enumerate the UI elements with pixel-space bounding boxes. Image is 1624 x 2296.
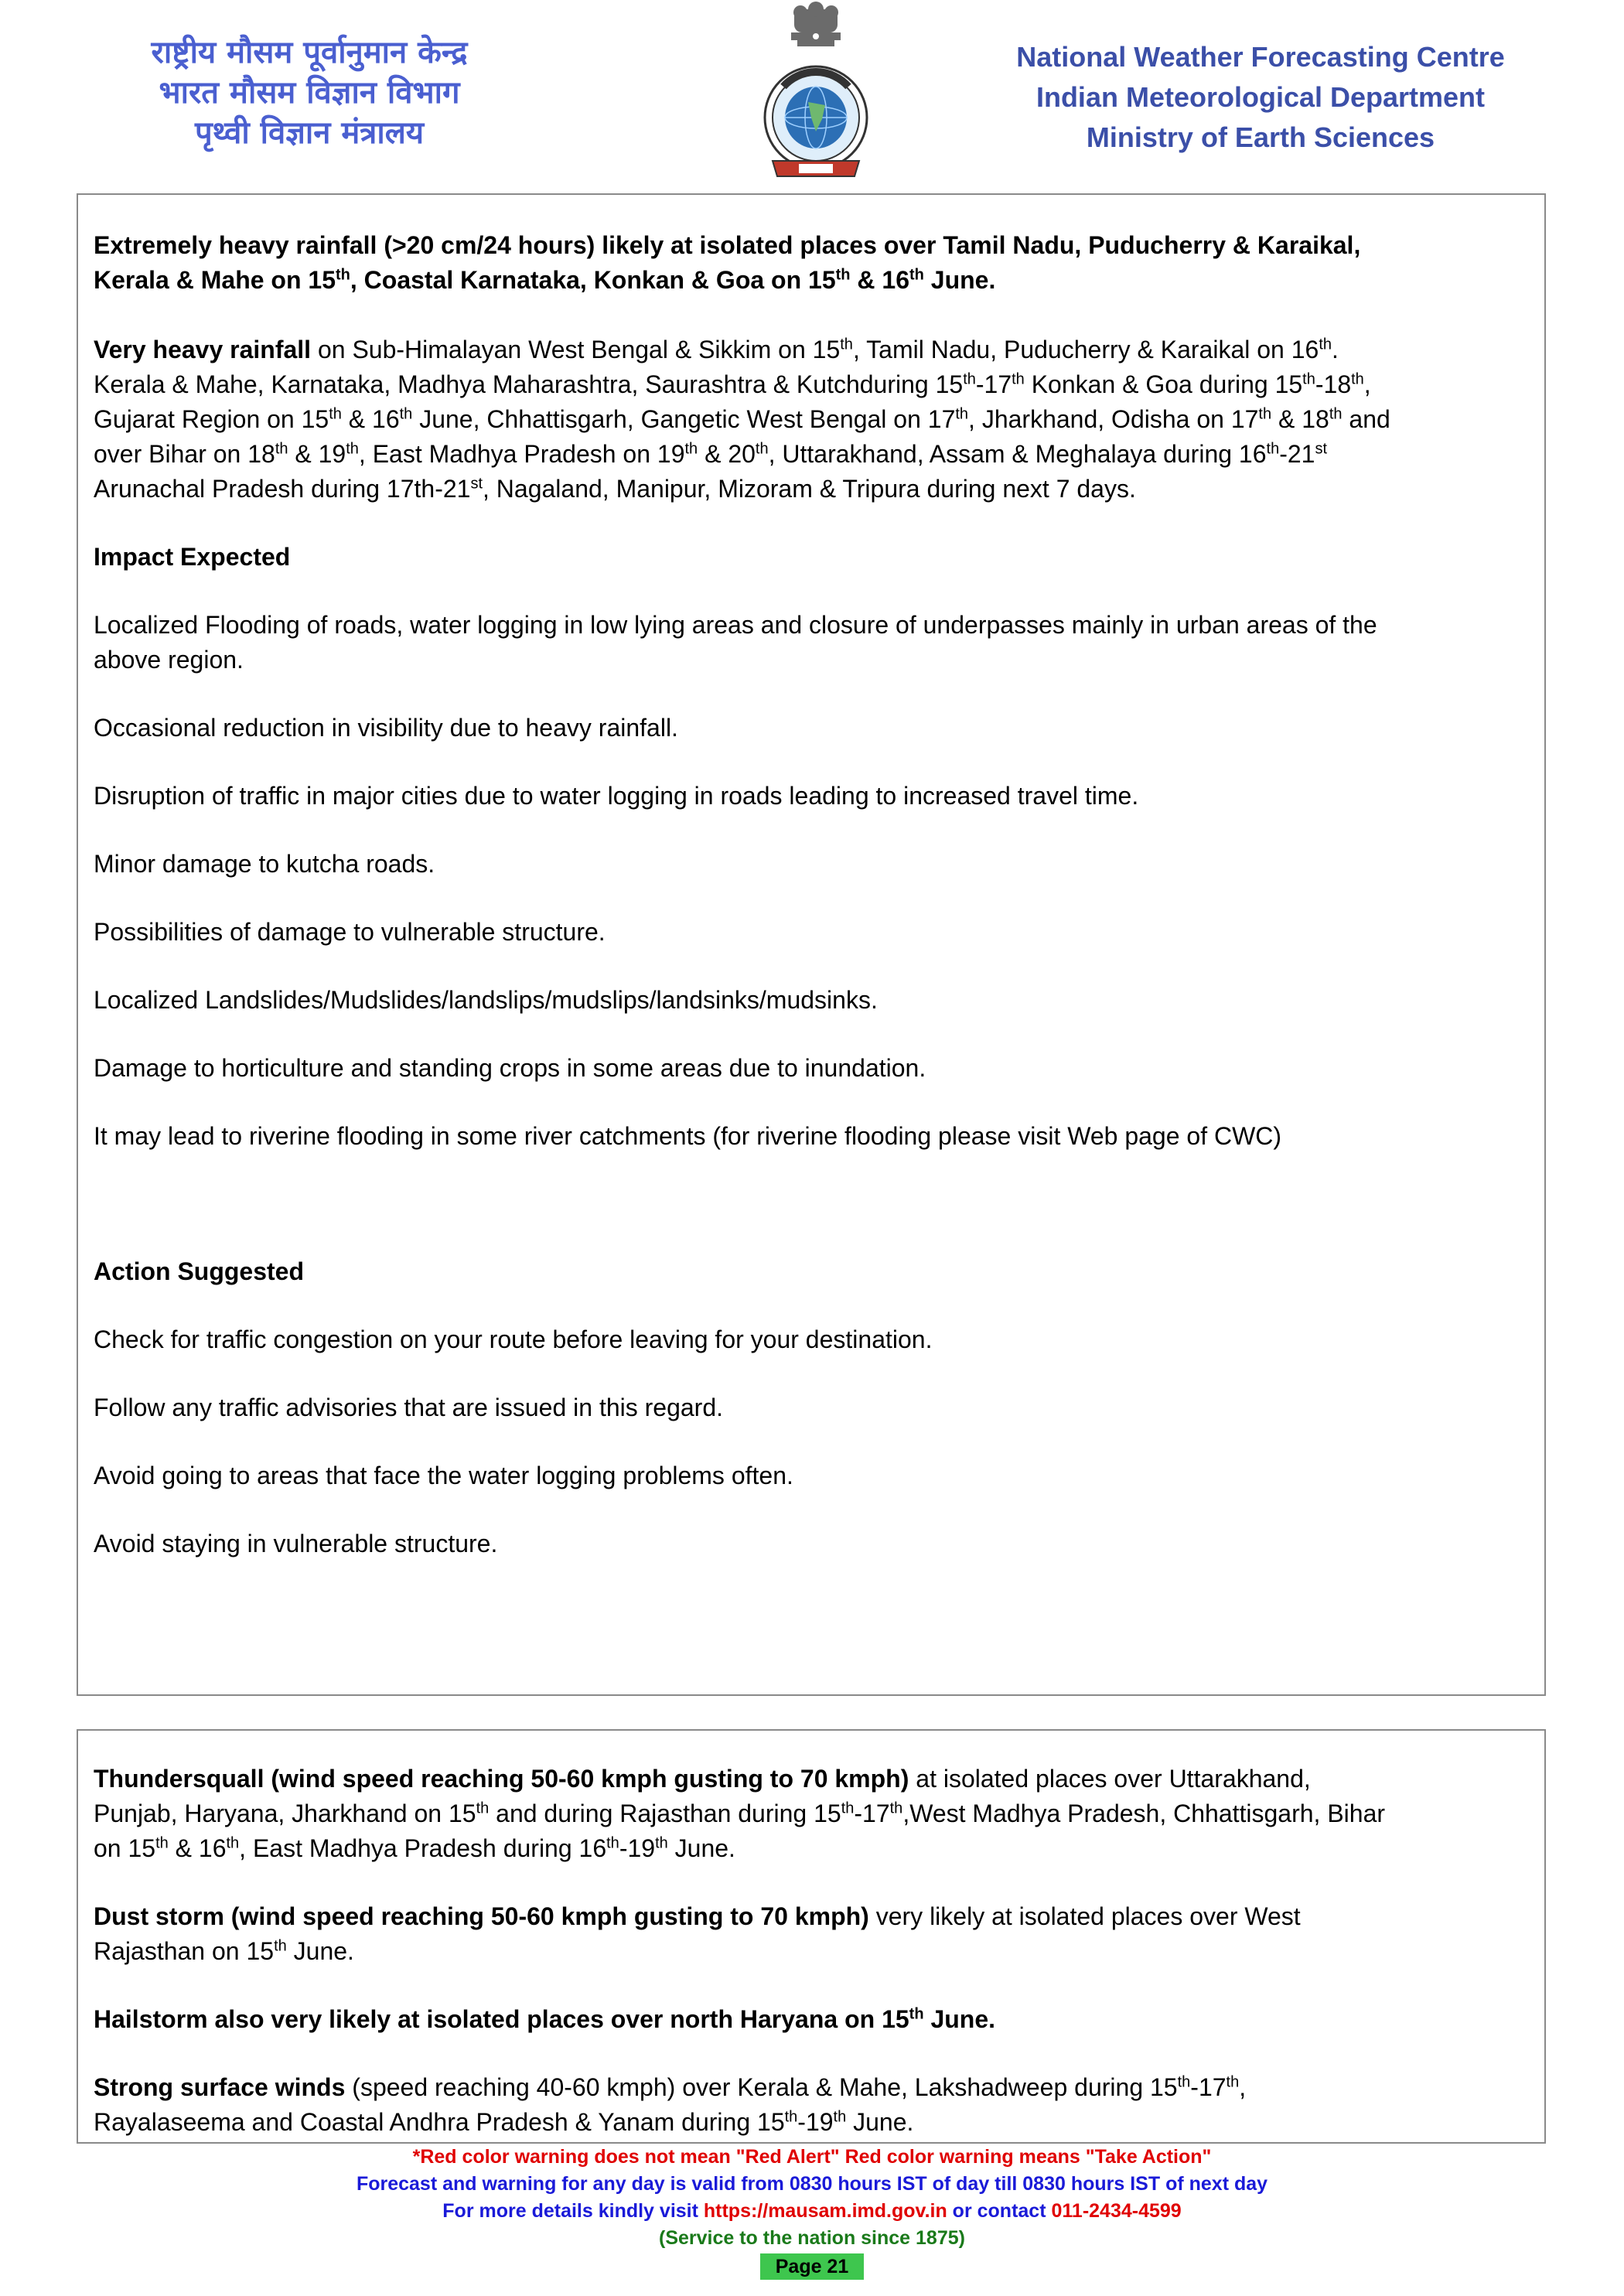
website-link[interactable]: https://mausam.imd.gov.in [703,2200,947,2222]
contact-phone: 011-2434-4599 [1051,2200,1182,2222]
red-warning-note: *Red color warning does not mean "Red Alert" Red color warning means "Take Action" [412,2146,1212,2168]
action-heading: Action Suggested [94,1257,305,1285]
contact-prefix: For more details kindly visit [442,2200,704,2222]
contact-mid: or contact [947,2200,1052,2222]
service-note: (Service to the nation since 1875) [659,2227,965,2249]
page-number-badge: Page 21 [760,2253,865,2280]
thundersquall-line-3: on 15th & 16th, East Madhya Pradesh during 16th-19th June. [94,1834,735,1862]
thundersquall-line-2: Punjab, Haryana, Jharkhand on 15th and during Rajasthan during 15th-17th,West Madhya Pradesh, Chhattisgarh, Bihar [94,1800,1386,1827]
very-heavy-rainfall-line-3: Gujarat Region on 15th & 16th June, Chhattisgarh, Gangetic West Bengal on 17th, Jharkhand, Odisha on 17th & 18th and [94,405,1390,433]
page-header [0,0,1624,193]
action-item-2: Follow any traffic advisories that are issued in this regard. [94,1394,724,1421]
hailstorm-line: Hailstorm also very likely at isolated places over north Haryana on 15th June. [94,2005,996,2033]
english-line-3: Ministry of Earth Sciences [1086,121,1435,153]
impact-item-8: It may lead to riverine flooding in some river catchments (for riverine flooding please visit Web page of CWC) [94,1122,1282,1150]
impact-item-7: Damage to horticulture and standing crops in some areas due to inundation. [94,1054,926,1082]
thunderstorm-warning-box [77,1729,1546,2144]
validity-note: Forecast and warning for any day is valid from 0830 hours IST of day till 0830 hours IST of next day [356,2173,1268,2195]
very-heavy-rainfall-line-2: Kerala & Mahe, Karnataka, Madhya Maharashtra, Saurashtra & Kutchduring 15th-17th Konkan & Goa during 15th-18th, [94,370,1371,398]
extreme-rainfall-line-2: Kerala & Mahe on 15th, Coastal Karnataka, Konkan & Goa on 15th & 16th June. [94,266,996,294]
dust-storm-line-2: Rajasthan on 15th June. [94,1937,354,1965]
hindi-line-1: राष्ट्रीय मौसम पूर्वानुमान केन्द्र [151,35,468,70]
action-item-4: Avoid staying in vulnerable structure. [94,1530,498,1557]
dust-storm-line-1: Dust storm (wind speed reaching 50-60 kmph gusting to 70 kmph) very likely at isolated places over West [94,1902,1301,1930]
impact-item-5: Possibilities of damage to vulnerable structure. [94,918,606,946]
heavy-rainfall-warning-box [77,193,1546,1696]
impact-item-1-line-2: above region. [94,646,244,674]
impact-heading: Impact Expected [94,543,291,571]
impact-item-1-line-1: Localized Flooding of roads, water logging in low lying areas and closure of underpasses mainly in urban areas of the [94,611,1377,639]
impact-item-6: Localized Landslides/Mudslides/landslips/mudslips/landsinks/mudsinks. [94,986,878,1014]
hindi-line-2: भारत मौसम विज्ञान विभाग [159,75,460,111]
strong-winds-line-2: Rayalaseema and Coastal Andhra Pradesh & Yanam during 15th-19th June. [94,2108,914,2136]
action-item-1: Check for traffic congestion on your route before leaving for your destination. [94,1325,933,1353]
very-heavy-rainfall-line-1: Very heavy rainfall on Sub-Himalayan West Bengal & Sikkim on 15th, Tamil Nadu, Puducherry & Karaikal on 16th. [94,336,1339,363]
very-heavy-rainfall-line-4: over Bihar on 18th & 19th, East Madhya Pradesh on 19th & 20th, Uttarakhand, Assam & Meghalaya during 16th-21st [94,440,1328,468]
english-line-1: National Weather Forecasting Centre [1016,41,1505,73]
page-footer [0,2144,1624,2281]
hindi-organization-name [93,32,526,153]
contact-note [0,2198,1624,2225]
english-organization-name [998,37,1523,158]
strong-winds-line-1: Strong surface winds (speed reaching 40-60 kmph) over Kerala & Mahe, Lakshadweep during 15th-17th, [94,2073,1247,2101]
impact-item-2: Occasional reduction in visibility due to heavy rainfall. [94,714,678,742]
impact-item-3: Disruption of traffic in major cities due to water logging in roads leading to increased travel time. [94,782,1139,810]
extreme-rainfall-line-1: Extremely heavy rainfall (>20 cm/24 hours) likely at isolated places over Tamil Nadu, Puducherry & Karaikal, [94,231,1361,259]
hindi-line-3: पृथ्वी विज्ञान मंत्रालय [194,115,425,151]
very-heavy-rainfall-line-5: Arunachal Pradesh during 17th-21st, Nagaland, Manipur, Mizoram & Tripura during next 7 days. [94,475,1136,503]
impact-item-4: Minor damage to kutcha roads. [94,850,435,878]
imd-emblem-icon [754,2,878,186]
thundersquall-line-1: Thundersquall (wind speed reaching 50-60 kmph gusting to 70 kmph) at isolated places over Uttarakhand, [94,1765,1311,1793]
action-item-3: Avoid going to areas that face the water logging problems often. [94,1462,793,1489]
english-line-2: Indian Meteorological Department [1035,81,1486,113]
